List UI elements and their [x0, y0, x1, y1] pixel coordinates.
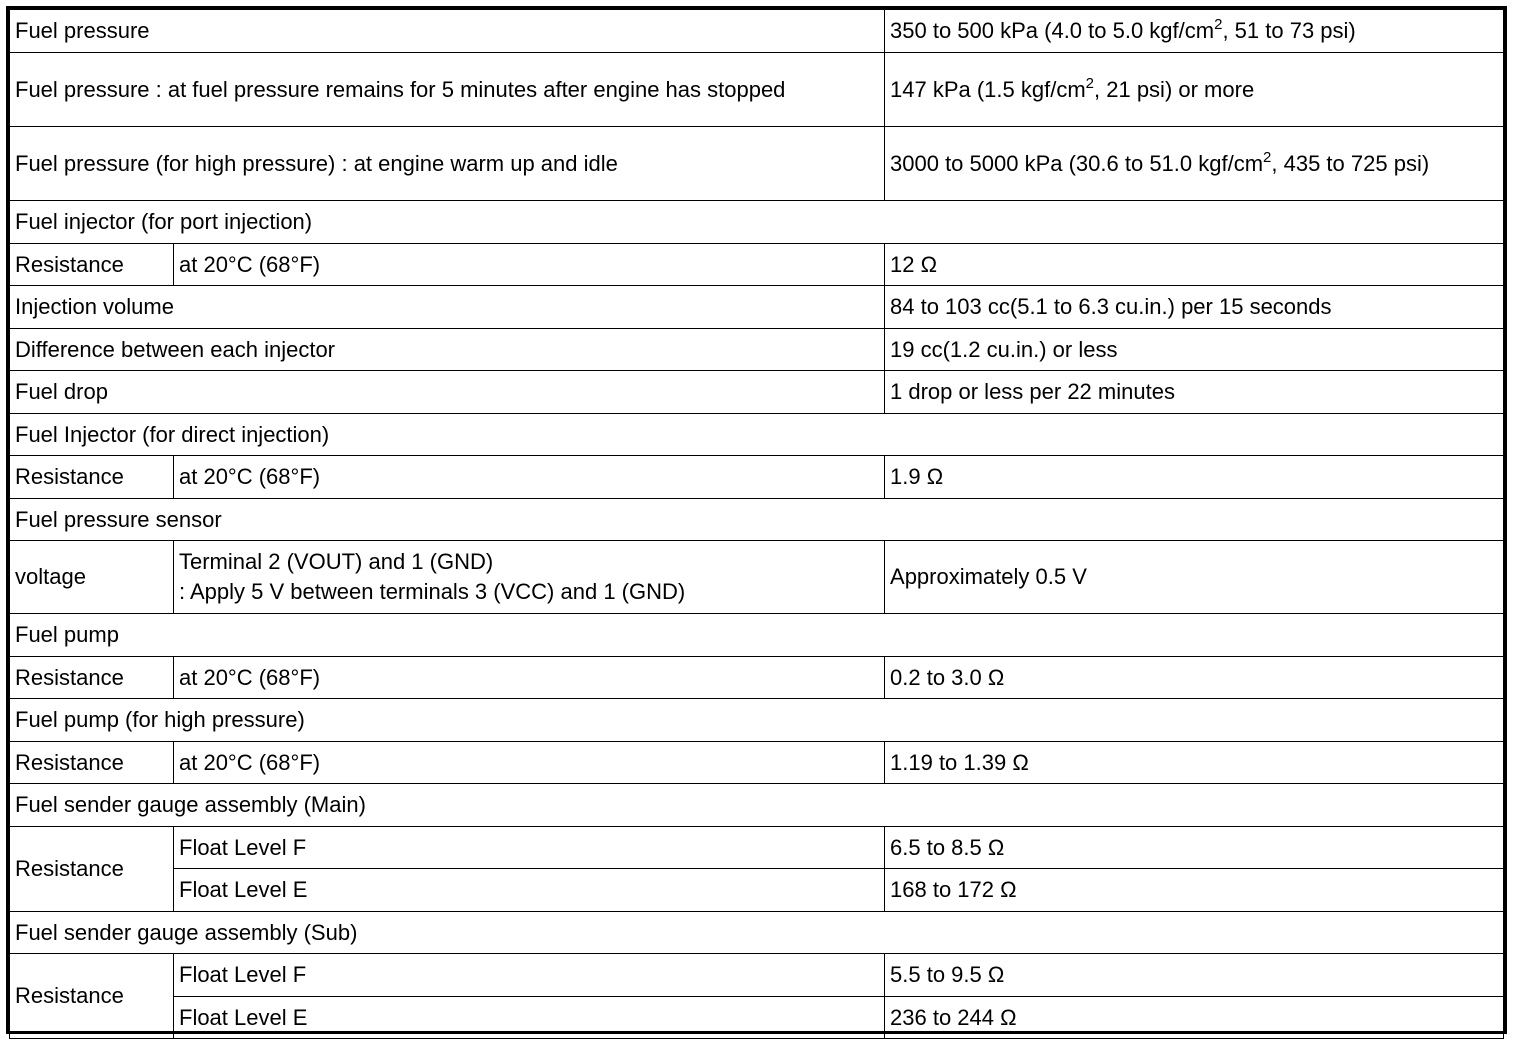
spec-condition: at 20°C (68°F)	[174, 742, 885, 784]
spec-condition: Float Level F	[174, 954, 885, 997]
table-row	[10, 827, 1504, 869]
spec-label: Fuel drop	[10, 371, 885, 414]
spec-condition: Float Level E	[174, 869, 885, 912]
spec-condition: Float Level F	[174, 827, 885, 869]
table-row	[10, 657, 1504, 699]
section-header: Fuel Injector (for direct injection)	[10, 414, 1504, 456]
spec-item: Resistance	[10, 954, 174, 1039]
spec-item: Resistance	[10, 456, 174, 499]
table-row	[10, 456, 1504, 499]
spec-item: Resistance	[10, 827, 174, 912]
spec-condition: Terminal 2 (VOUT) and 1 (GND) : Apply 5 V between terminals 3 (VCC) and 1 (GND)	[174, 541, 885, 614]
spec-value: 5.5 to 9.5 Ω	[885, 954, 1504, 997]
table-row	[10, 127, 1504, 201]
spec-item: Resistance	[10, 657, 174, 699]
fuel-spec-table	[9, 9, 1504, 1039]
section-header: Fuel sender gauge assembly (Main)	[10, 784, 1504, 827]
section-header-row	[10, 699, 1504, 742]
spec-value: 1.19 to 1.39 Ω	[885, 742, 1504, 784]
spec-label: Fuel pressure (for high pressure) : at engine warm up and idle	[10, 127, 885, 201]
spec-value: 3000 to 5000 kPa (30.6 to 51.0 kgf/$cm^2$, 435 to 725 psi)	[885, 127, 1504, 201]
section-header: Fuel pressure sensor	[10, 499, 1504, 541]
spec-label: Injection volume	[10, 286, 885, 329]
spec-value: 147 kPa (1.5 kgf/$cm^2$, 21 psi) or more	[885, 53, 1504, 127]
spec-table-frame	[6, 6, 1507, 1034]
section-header-row	[10, 912, 1504, 954]
spec-value: 19 cc(1.2 cu.in.) or less	[885, 329, 1504, 371]
table-row	[10, 541, 1504, 614]
section-header: Fuel injector (for port injection)	[10, 201, 1504, 244]
table-row	[10, 954, 1504, 997]
spec-condition: at 20°C (68°F)	[174, 244, 885, 286]
spec-value: 0.2 to 3.0 Ω	[885, 657, 1504, 699]
spec-value: Approximately 0.5 V	[885, 541, 1504, 614]
spec-value: 12 Ω	[885, 244, 1504, 286]
spec-value: 350 to 500 kPa (4.0 to 5.0 kgf/$cm^2$, 51 to 73 psi)	[885, 10, 1504, 53]
spec-value: 168 to 172 Ω	[885, 869, 1504, 912]
section-header: Fuel pump	[10, 614, 1504, 657]
spec-label: Fuel pressure	[10, 10, 885, 53]
spec-condition: Float Level E	[174, 997, 885, 1039]
spec-label: Fuel pressure : at fuel pressure remains for 5 minutes after engine has stopped	[10, 53, 885, 127]
spec-value: 6.5 to 8.5 Ω	[885, 827, 1504, 869]
spec-condition: at 20°C (68°F)	[174, 657, 885, 699]
spec-value: 1 drop or less per 22 minutes	[885, 371, 1504, 414]
spec-item: Resistance	[10, 244, 174, 286]
section-header-row	[10, 201, 1504, 244]
spec-condition: at 20°C (68°F)	[174, 456, 885, 499]
section-header: Fuel sender gauge assembly (Sub)	[10, 912, 1504, 954]
table-row	[10, 742, 1504, 784]
section-header: Fuel pump (for high pressure)	[10, 699, 1504, 742]
section-header-row	[10, 414, 1504, 456]
table-row	[10, 997, 1504, 1039]
table-row	[10, 869, 1504, 912]
table-row	[10, 286, 1504, 329]
table-row	[10, 53, 1504, 127]
spec-item: voltage	[10, 541, 174, 614]
spec-value: 84 to 103 cc(5.1 to 6.3 cu.in.) per 15 seconds	[885, 286, 1504, 329]
table-row	[10, 10, 1504, 53]
spec-item: Resistance	[10, 742, 174, 784]
table-row	[10, 244, 1504, 286]
section-header-row	[10, 614, 1504, 657]
table-row	[10, 371, 1504, 414]
spec-value: 1.9 Ω	[885, 456, 1504, 499]
spec-label: Difference between each injector	[10, 329, 885, 371]
section-header-row	[10, 499, 1504, 541]
spec-value: 236 to 244 Ω	[885, 997, 1504, 1039]
section-header-row	[10, 784, 1504, 827]
table-row	[10, 329, 1504, 371]
